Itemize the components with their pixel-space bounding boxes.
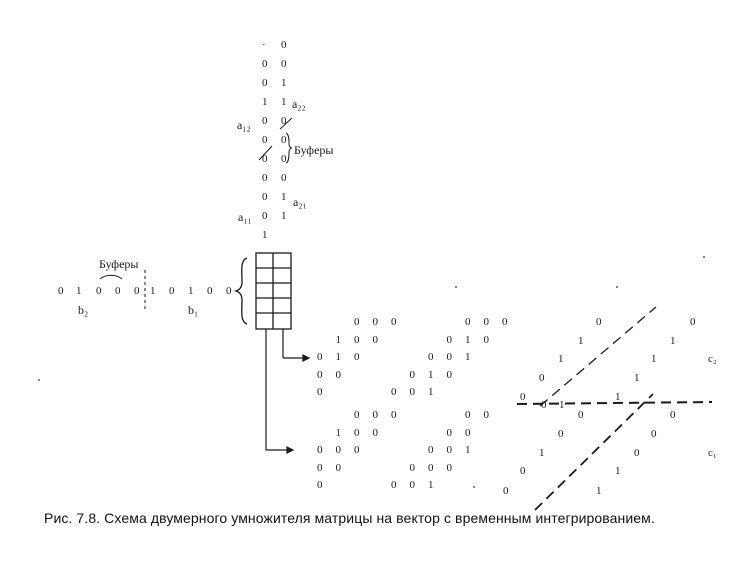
pattern-digit: 0 [670, 409, 676, 421]
pattern-digit: 0 [651, 428, 657, 440]
upper-block-cell: 0 [391, 316, 397, 328]
output-arrows [266, 329, 309, 453]
vertical-bit-right: 1 [281, 77, 287, 89]
vertical-bit-left: 0 [262, 58, 268, 70]
label-a11: a₁₁ [238, 210, 252, 224]
vertical-bit-right: 0 [281, 39, 287, 51]
lower-block-cell: 0 [428, 461, 434, 474]
vertical-bit-left: 1 [262, 96, 268, 108]
horizontal-bit-b1: 0 [169, 285, 175, 297]
vertical-bit-left: 1 [262, 229, 268, 241]
pattern-digit: 0 [690, 316, 696, 328]
upper-block-cell: 0 [354, 316, 360, 328]
vertical-bit-right: 1 [281, 96, 287, 108]
lower-block-cell: 0 [409, 461, 415, 474]
vertical-bit-left: 0 [262, 115, 268, 127]
vertical-bit-right: 0 [281, 58, 287, 70]
lower-block-cell: 0 [446, 426, 452, 439]
upper-block-cell: 0 [502, 316, 508, 328]
lower-block-cell: 0 [354, 444, 360, 456]
vertical-bit-left: 0 [262, 134, 268, 146]
upper-block-cell: 0 [354, 351, 360, 363]
vertical-bit-right: 1 [281, 210, 287, 222]
horizontal-bit-b2: 0 [134, 285, 140, 297]
label-b2: b₂ [78, 303, 89, 317]
upper-block-cell: 0 [317, 368, 323, 381]
upper-block-cell: 0 [372, 333, 378, 346]
lower-block-cell: 0 [391, 409, 397, 421]
upper-block-cell: 1 [428, 386, 434, 398]
pattern-digit: 1 [670, 335, 676, 347]
label-a12: a₁₂ [237, 118, 251, 132]
lower-block-cell: 1 [428, 479, 434, 491]
horizontal-bit-b1: 0 [207, 285, 213, 297]
lower-block-cell: 0 [335, 444, 341, 456]
upper-block-cell: 0 [391, 386, 397, 398]
vertical-bit-left: 0 [262, 191, 268, 203]
label-a21: a₂₁ [293, 195, 307, 209]
vertical-bit-left: 0 [262, 210, 268, 222]
lower-block-cell: 0 [354, 409, 360, 421]
upper-block-cell: 0 [483, 316, 489, 328]
vertical-bit-right: 0 [281, 172, 287, 184]
buffer-arc-horizontal [100, 275, 122, 279]
input-brace [236, 258, 247, 324]
pattern-digit: 0 [578, 409, 584, 421]
pattern-digit: 0 [541, 399, 547, 411]
lower-block-cell: 0 [317, 461, 323, 474]
upper-block-cell: 0 [428, 351, 434, 363]
lower-block-cell: 0 [372, 409, 378, 421]
pattern-digit: 0 [558, 428, 564, 440]
pattern-digit: 0 [634, 447, 640, 459]
pattern-digit: 0 [539, 372, 545, 384]
horizontal-bit-b1: 0 [226, 285, 232, 297]
label-buffers-horizontal: Буферы [99, 257, 139, 271]
lower-block-cell: 0 [446, 444, 452, 456]
upper-block-cell: 1 [335, 333, 341, 346]
label-b1: b₁ [188, 303, 199, 317]
upper-block-cell: 1 [428, 368, 434, 381]
lower-block-cell: 0 [428, 444, 434, 456]
vertical-bit-right: 1 [281, 191, 287, 203]
label-c1: c₁ [708, 447, 717, 459]
upper-block-cell: 0 [409, 368, 415, 381]
pattern-digit: 0 [503, 485, 509, 497]
pattern-digit: 0 [596, 316, 602, 328]
horizontal-bit-b2: 1 [76, 285, 82, 297]
upper-block-cell: 0 [409, 386, 415, 398]
upper-block-cell: 0 [446, 333, 452, 346]
pattern-digit: 1 [578, 335, 584, 347]
vertical-bit-left: 0 [262, 172, 268, 184]
pattern-digit: 1 [558, 353, 564, 365]
upper-block-cell: 0 [317, 386, 323, 398]
vertical-bit-right: 0 [281, 153, 287, 165]
lower-block-cell: 0 [372, 426, 378, 439]
figure-caption: Рис. 7.8. Схема двумерного умножителя матрицы на вектор с временным интегрированием. [44, 510, 655, 526]
vertical-bit-left: 0 [262, 77, 268, 89]
horizontal-bit-b1: 1 [150, 285, 156, 297]
label-a22: a₂₂ [292, 97, 306, 111]
horizontal-bit-b2: 0 [58, 285, 64, 297]
upper-block-cell: 0 [335, 368, 341, 381]
pattern-digit: 1 [651, 353, 657, 365]
horizontal-bit-b2: 0 [96, 285, 102, 297]
horizontal-bit-b2: 0 [115, 285, 121, 297]
lower-block-cell: 1 [335, 426, 341, 439]
lower-block-cell: 0 [465, 409, 471, 421]
upper-block-cell: 1 [465, 351, 471, 363]
upper-block-cell: 1 [465, 333, 471, 346]
upper-block-cell: 0 [465, 316, 471, 328]
upper-block-cell: 0 [446, 368, 452, 381]
pattern-digit: 1 [539, 447, 545, 459]
upper-block-cell: 0 [317, 351, 323, 363]
pattern-digit: c₂ [708, 353, 717, 365]
processor-grid [256, 253, 291, 329]
lower-block-cell: 0 [317, 444, 323, 456]
vertical-bit-left: · [262, 39, 266, 51]
horizontal-bit-b1: 1 [188, 285, 194, 297]
pattern-digit: 1 [596, 485, 602, 497]
lower-block-cell: 0 [317, 479, 323, 491]
lower-block-cell: 0 [335, 461, 341, 474]
pattern-digit: 1 [634, 372, 640, 384]
pattern-digit: 0 [520, 391, 526, 403]
lower-block-cell: 0 [409, 479, 415, 491]
pattern-digit: 1 [615, 465, 621, 477]
upper-block-cell: 0 [483, 333, 489, 346]
label-buffers-vertical: Буферы [294, 143, 334, 157]
lower-block-cell: 0 [483, 409, 489, 421]
pattern-digit: 1 [615, 391, 621, 403]
vertical-bit-right: 0 [281, 134, 287, 146]
lower-block-cell: 0 [465, 426, 471, 439]
pattern-digit: 1 [559, 399, 565, 411]
vertical-bit-right: 0 [281, 115, 287, 127]
upper-block-cell: 1 [335, 351, 341, 363]
lower-block-cell: 0 [391, 479, 397, 491]
lower-block-cell: 1 [465, 444, 471, 456]
pattern-digit: 0 [520, 465, 526, 477]
upper-block-cell: 0 [372, 316, 378, 328]
upper-block-cell: 0 [354, 333, 360, 346]
vertical-bit-left: 0 [262, 153, 268, 165]
lower-block-cell: 0 [354, 426, 360, 439]
upper-block-cell: 0 [446, 351, 452, 363]
lower-block-cell: 0 [446, 461, 452, 474]
